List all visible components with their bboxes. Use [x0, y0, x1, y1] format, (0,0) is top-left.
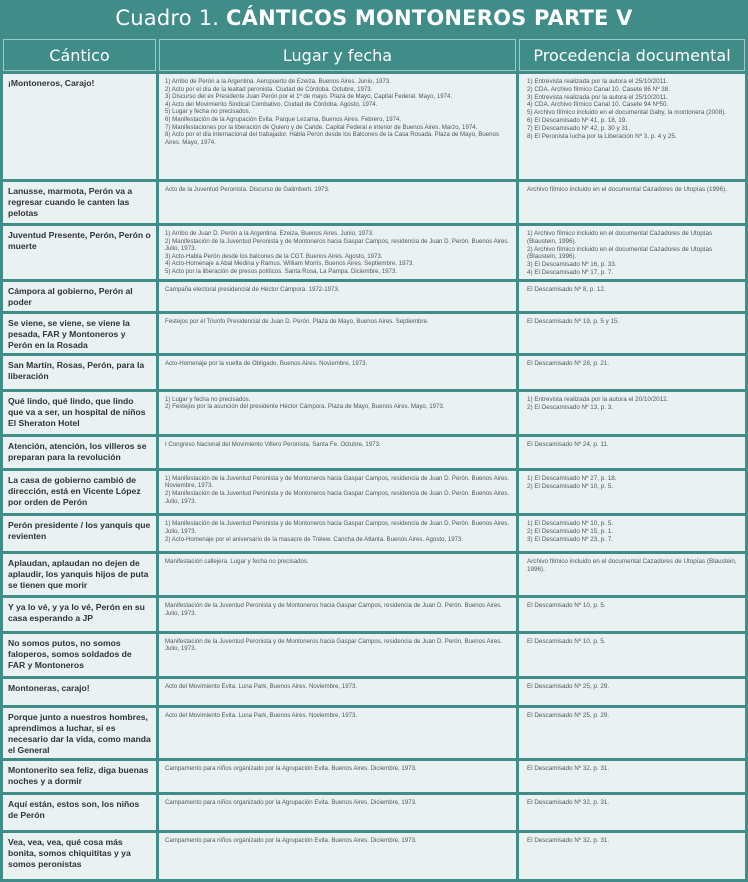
- lugar-fecha-line: 5) Lugar y fecha no precisados.: [165, 108, 251, 116]
- table-row: [3, 182, 745, 223]
- cantico-cell: Juventud Presente, Perón, Perón o muerte: [3, 226, 156, 280]
- cantico-cell: Montonerito sea feliz, diga buenas noches y a dormir: [3, 761, 156, 791]
- procedencia-line: El Descamisado Nº 10, p. 5.: [527, 637, 606, 645]
- lugar-fecha-line: 2) Manifestación de la Juventud Peronista y de Montoneros hacia Gaspar Campos, residencia de Juan D. Perón. Buenos Aires. Julio, 1973.: [165, 237, 510, 253]
- procedencia-line: El Descamisado Nº 24, p. 11.: [527, 441, 609, 449]
- lugar-fecha-cell: [159, 314, 516, 354]
- cantico-cell: Atención, atención, los villeros se preparan para la revolución: [3, 437, 156, 467]
- cantico-cell: San Martín, Rosas, Perón, para la liberación: [3, 356, 156, 388]
- procedencia-cell: [519, 598, 745, 630]
- procedencia-cell: [519, 516, 745, 550]
- lugar-fecha-line: 8) Acto por el día internacional del trabajador. Habla Perón desde los Balcones de la Casa Rosada. Plaza de Mayo, Buenos Aires. Mayo, 1974.: [165, 131, 500, 146]
- lugar-fecha-line: Manifestación callejera. Lugar y fecha no precisados.: [165, 557, 309, 565]
- lugar-fecha-cell: [159, 761, 516, 791]
- procedencia-line: Archivo fílmico incluido en el documental Cazadores de Utopías (Blaustein, 1996).: [527, 557, 737, 573]
- procedencia-line: El Descamisado Nº 32, p. 31.: [527, 798, 610, 806]
- lugar-fecha-line: Festejos por el Triunfo Presidencial de Juan D. Perón. Plaza de Mayo, Buenos Aires. Septiembre.: [165, 317, 429, 325]
- procedencia-cell: [519, 761, 745, 791]
- lugar-fecha-cell: [159, 226, 516, 280]
- cantico-cell: Se viene, se viene, se viene la pesada, FAR y Montoneros y Perón en la Rosada: [3, 314, 156, 354]
- lugar-fecha-cell: [159, 471, 516, 514]
- procedencia-cell: [519, 634, 745, 677]
- lugar-fecha-line: 6) Manifestación de la Agrupación Evita. Parque Lezama, Buenos Aires. Febrero, 1974.: [165, 115, 402, 123]
- table-row: [3, 471, 745, 514]
- canticos-table: [0, 36, 748, 882]
- procedencia-line: 4) CDA. Archivo fílmico Canal 10. Casete 94 Nº50.: [527, 101, 669, 109]
- procedencia-line: 2) CDA. Archivo fílmico Canal 10. Casete 86 Nº 38.: [527, 85, 670, 93]
- procedencia-cell: [519, 74, 745, 179]
- table-row: [3, 679, 745, 704]
- procedencia-line: 7) El Descamisado Nº 42, p. 30 y 31.: [527, 124, 631, 132]
- procedencia-line: 3) Entrevista realizada por la autora el 25/10/2011.: [527, 93, 668, 101]
- table-row: [3, 795, 745, 830]
- procedencia-cell: [519, 554, 745, 596]
- procedencia-cell: [519, 679, 745, 704]
- procedencia-cell: [519, 282, 745, 310]
- lugar-fecha-cell: [159, 392, 516, 435]
- lugar-fecha-cell: [159, 598, 516, 630]
- procedencia-cell: [519, 708, 745, 759]
- procedencia-line: 5) Archivo fílmico incluido en el documental Gaby, la montonera (2008).: [527, 109, 727, 117]
- procedencia-line: El Descamisado Nº 32, p. 31.: [527, 837, 610, 845]
- cantico-cell: Aplaudan, aplaudan no dejen de aplaudir, los yanquis hijos de puta se tienen que morir: [3, 554, 156, 596]
- table-row: [3, 282, 745, 310]
- table-row: [3, 554, 745, 596]
- lugar-fecha-cell: [159, 679, 516, 704]
- lugar-fecha-cell: [159, 282, 516, 310]
- lugar-fecha-line: 3) Acto-Habla Perón desde los balcones de la CGT. Buenos Aires. Agosto, 1973.: [165, 252, 383, 260]
- table-row: [3, 833, 745, 879]
- procedencia-cell: [519, 795, 745, 830]
- lugar-fecha-cell: [159, 437, 516, 467]
- lugar-fecha-line: Acto del Movimiento Evita. Luna Park, Buenos Aires. Noviembre, 1973.: [165, 711, 358, 719]
- procedencia-line: 3) El Descamisado Nº 16, p. 33.: [527, 261, 617, 269]
- procedencia-cell: [519, 356, 745, 388]
- procedencia-line: 6) El Descamisado Nº 41, p. 18, 19.: [527, 116, 627, 124]
- title-name: CÁNTICOS MONTONEROS PARTE V: [226, 6, 633, 30]
- table-title: [0, 0, 748, 36]
- header-cantico: Cántico: [3, 39, 156, 71]
- table-row: [3, 356, 745, 388]
- lugar-fecha-line: Campamento para niños organizado por la Agrupación Evita. Buenos Aires. Diciembre, 1973.: [165, 798, 417, 806]
- table-row: [3, 437, 745, 467]
- procedencia-cell: [519, 226, 745, 280]
- cantico-cell: Qué lindo, qué lindo, que lindo que va a ser, un hospital de niños El Sheraton Hotel: [3, 392, 156, 435]
- table-body: [3, 74, 745, 879]
- lugar-fecha-line: 2) Acto por el día de la lealtad peronista. Ciudad de Córdoba. Octubre, 1973.: [165, 85, 373, 93]
- table-row: [3, 226, 745, 280]
- lugar-fecha-line: Acto de la Juventud Peronista. Discurso de Galimberti. 1973.: [165, 186, 330, 194]
- lugar-fecha-line: Campamento para niños organizado por la Agrupación Evita. Buenos Aires. Diciembre, 1973.: [165, 765, 417, 773]
- procedencia-line: 1) Entrevista realizada por la autora el 20/10/2012.: [527, 395, 669, 403]
- procedencia-line: 2) Archivo fílmico incluido en el documental Cazadores de Utopías (Blaustein, 1996).: [527, 245, 713, 261]
- procedencia-line: El Descamisado Nº 19, p. 5 y 15.: [527, 317, 620, 325]
- procedencia-line: 1) Archivo fílmico incluido en el documental Cazadores de Utopías (Blaustein, 1996).: [527, 229, 713, 245]
- cantico-cell: Aquí están, estos son, los niños de Perón: [3, 795, 156, 830]
- lugar-fecha-line: 2) Acto-Homenaje por el aniversario de la masacre de Trelew. Cancha de Atlanta. Buenos Aires. Agosto, 1973.: [165, 535, 464, 543]
- procedencia-line: El Descamisado Nº 8, p. 12.: [527, 286, 606, 294]
- header-row: [3, 39, 745, 71]
- lugar-fecha-line: 1) Manifestación de la Juventud Peronista y de Montoneros hacia Gaspar Campos, residencia de Juan D. Perón. Buenos Aires. Noviembre, 1973.: [165, 474, 510, 490]
- lugar-fecha-line: 3) Discurso del ex Presidente Juan Perón por el 1º de mayo. Plaza de Mayo, Capital Federal. Mayo, 1974.: [165, 93, 453, 101]
- procedencia-cell: [519, 437, 745, 467]
- cantico-cell: Cámpora al gobierno, Perón al poder: [3, 282, 156, 310]
- lugar-fecha-cell: [159, 554, 516, 596]
- procedencia-line: El Descamisado Nº 25, p. 29.: [527, 711, 610, 719]
- lugar-fecha-line: Manifestación de la Juventud Peronista y de Montoneros hacia Gaspar Campos, residencia de Juan D. Perón. Buenos Aires. Julio, 1973.: [165, 637, 503, 653]
- title-number: Cuadro 1.: [115, 6, 220, 30]
- header-procedencia: Procedencia documental: [519, 39, 745, 71]
- lugar-fecha-line: 1) Arribo de Perón a la Argentina. Aeropuerto de Ezeiza. Buenos Aires. Junio, 1973.: [165, 78, 391, 85]
- lugar-fecha-line: 4) Acto-Homenaje a Abal Medina y Ramus. William Morris, Buenos Aires. Septiembre, 1973.: [165, 260, 414, 268]
- procedencia-line: El Descamisado Nº 32, p. 31.: [527, 765, 610, 773]
- table-row: [3, 516, 745, 550]
- lugar-fecha-cell: [159, 74, 516, 179]
- lugar-fecha-line: 4) Acto del Movimiento Sindical Combativo. Ciudad de Córdoba. Agosto, 1974.: [165, 100, 378, 108]
- table-row: [3, 314, 745, 354]
- lugar-fecha-line: I Congreso Nacional del Movimiento Villero Peronista. Santa Fe. Octubre, 1973.: [165, 441, 381, 449]
- table-row: [3, 634, 745, 677]
- table-row: [3, 761, 745, 791]
- lugar-fecha-cell: [159, 708, 516, 759]
- cantico-cell: Lanusse, marmota, Perón va a regresar cuando le canten las pelotas: [3, 182, 156, 223]
- lugar-fecha-cell: [159, 634, 516, 677]
- lugar-fecha-line: Manifestación de la Juventud Peronista y de Montoneros hacia Gaspar Campos, residencia de Juan D. Perón. Buenos Aires. Julio, 1973.: [165, 602, 503, 617]
- lugar-fecha-line: 1) Lugar y fecha no precisados.: [165, 395, 251, 403]
- procedencia-line: 2) El Descamisado Nº 10, p. 5.: [527, 482, 613, 490]
- lugar-fecha-line: Campamento para niños organizado por la Agrupación Evita. Buenos Aires. Diciembre, 1973.: [165, 837, 417, 845]
- procedencia-line: 3) El Descamisado Nº 23, p. 7.: [527, 535, 613, 543]
- cantico-cell: Perón presidente / los yanquis que revienten: [3, 516, 156, 550]
- cantico-cell: Vea, vea, vea, qué cosa más bonita, somos chiquititas y ya somos peronistas: [3, 833, 156, 879]
- cantico-cell: La casa de gobierno cambió de dirección, está en Vicente López por orden de Perón: [3, 471, 156, 514]
- lugar-fecha-cell: [159, 795, 516, 830]
- procedencia-cell: [519, 471, 745, 514]
- procedencia-cell: [519, 182, 745, 223]
- procedencia-line: 1) El Descamisado Nº 10, p. 5.: [527, 520, 613, 528]
- lugar-fecha-line: Acto-Homenaje por la vuelta de Obligado. Buenos Aires. Noviembre, 1973.: [165, 360, 368, 368]
- table-row: [3, 74, 745, 179]
- lugar-fecha-cell: [159, 356, 516, 388]
- procedencia-line: El Descamisado Nº 28, p. 21.: [527, 360, 610, 368]
- lugar-fecha-line: 2) Manifestación de la Juventud Peronista y de Montoneros hacia Gaspar Campos, residencia de Juan D. Perón. Buenos Aires. Julio, 1973.: [165, 489, 510, 505]
- procedencia-line: 2) El Descamisado Nº 15, p. 1.: [527, 528, 613, 536]
- cantico-cell: Y ya lo vé, y ya lo vé, Perón en su casa esperando a JP: [3, 598, 156, 630]
- lugar-fecha-line: 2) Festejos por la asunción del presidente Héctor Cámpora. Plaza de Mayo, Buenos Aires. Mayo, 1973.: [165, 403, 445, 411]
- cantico-cell: Porque junto a nuestros hombres, aprendimos a luchar, si es necesario dar la vida, como manda el General: [3, 708, 156, 759]
- procedencia-cell: [519, 392, 745, 435]
- lugar-fecha-cell: [159, 182, 516, 223]
- cantico-cell: No somos putos, no somos faloperos, somos soldados de FAR y Montoneros: [3, 634, 156, 677]
- procedencia-line: 2) El Descamisado Nº 13, p. 3.: [527, 403, 613, 411]
- header-lugar-fecha: Lugar y fecha: [159, 39, 516, 71]
- procedencia-cell: [519, 833, 745, 879]
- lugar-fecha-line: 1) Manifestación de la Juventud Peronista y de Montoneros hacia Gaspar Campos, residencia de Juan D. Perón. Buenos Aires. Julio, 1973.: [165, 520, 510, 535]
- lugar-fecha-line: 7) Manifestaciones por la liberación de Quiero y de Caride. Capital Federal e interior de Buenos Aires. Marzo, 1974.: [165, 123, 478, 131]
- procedencia-line: 1) Entrevista realizada por la autora el 25/10/2011.: [527, 78, 668, 85]
- procedencia-line: 4) El Descamisado Nº 17, p. 7.: [527, 268, 613, 276]
- procedencia-line: 8) El Peronista lucha por la Liberación Nº 3, p. 4 y 25.: [527, 132, 677, 140]
- table-row: [3, 598, 745, 630]
- procedencia-line: El Descamisado Nº 25, p. 29.: [527, 683, 610, 691]
- lugar-fecha-cell: [159, 833, 516, 879]
- lugar-fecha-line: Campaña electoral presidencial de Héctor Cámpora. 1972-1973.: [165, 286, 340, 294]
- lugar-fecha-line: Acto del Movimiento Evita. Luna Park, Buenos Aires. Noviembre, 1973.: [165, 683, 358, 691]
- cantico-cell: ¡Montoneros, Carajo!: [3, 74, 156, 179]
- lugar-fecha-line: 1) Arribo de Juan D. Perón a la Argentina. Ezeiza, Buenos Aires. Junio, 1973.: [165, 229, 374, 237]
- lugar-fecha-cell: [159, 516, 516, 550]
- procedencia-line: El Descamisado Nº 10, p. 5.: [527, 602, 606, 610]
- table-row: [3, 708, 745, 759]
- procedencia-line: 1) El Descamisado Nº 27, p. 18.: [527, 474, 617, 482]
- cantico-cell: Montoneras, carajo!: [3, 679, 156, 704]
- table-row: [3, 392, 745, 435]
- procedencia-line: Archivo fílmico incluido en el documental Cazadores de Utopías (1996).: [527, 186, 727, 194]
- procedencia-cell: [519, 314, 745, 354]
- lugar-fecha-line: 5) Acto por la liberación de presos políticos. Santa Rosa, La Pampa. Diciembre, 1973.: [165, 267, 398, 275]
